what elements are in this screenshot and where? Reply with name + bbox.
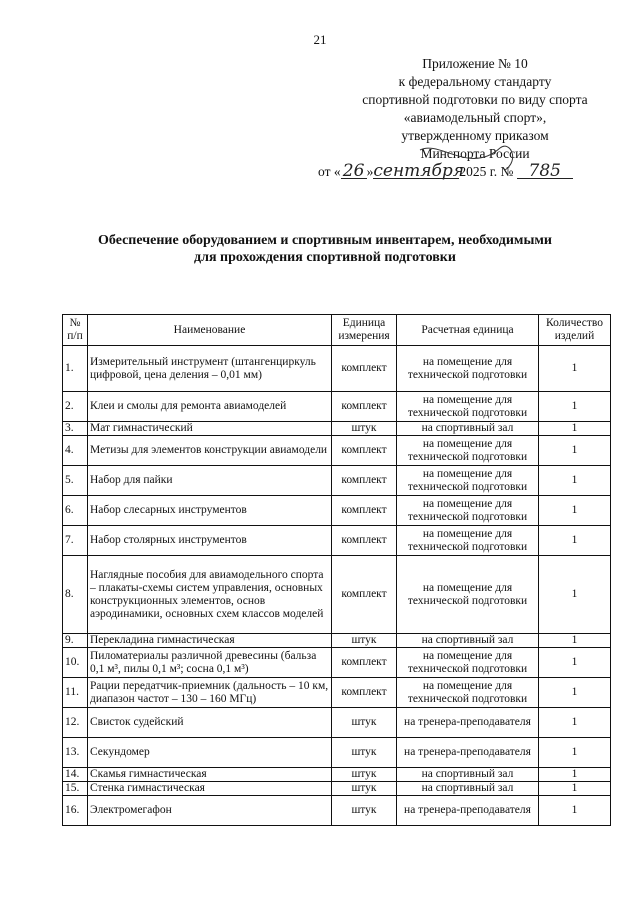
row-qty: 1 [539,738,611,768]
row-calc: на помещение для технической подготовки [397,346,539,392]
row-qty: 1 [539,346,611,392]
row-unit: комплект [332,466,397,496]
appendix-line: к федеральному стандарту [398,74,552,89]
row-calc: на спортивный зал [397,422,539,436]
appendix-line: «авиамодельный спорт», [403,110,547,125]
table-row [63,346,611,392]
row-num: 3. [63,422,88,436]
row-calc: на помещение для технической подготовки [397,556,539,634]
row-calc: на помещение для технической подготовки [397,678,539,708]
row-num: 16. [63,796,88,826]
row-unit: штук [332,782,397,796]
row-qty: 1 [539,796,611,826]
row-name: Метизы для элементов конструкции авиамодели [88,436,332,466]
row-unit: комплект [332,648,397,678]
table-row [63,526,611,556]
row-name: Рации передатчик-приемник (дальность – 10 км, диапазон частот – 130 – 160 МГц) [88,678,332,708]
table-row [63,782,611,796]
row-num: 9. [63,634,88,648]
appendix-line: Минспорта России [420,146,530,161]
row-name: Наглядные пособия для авиамодельного спорта – плакаты-схемы систем управления, основных конструкционных элементов, основ аэродинамики, основных схем классов моделей [88,556,332,634]
row-name: Секундомер [88,738,332,768]
row-qty: 1 [539,708,611,738]
title-line: для прохождения спортивной подготовки [194,250,456,265]
row-name: Набор слесарных инструментов [88,496,332,526]
table-row [63,796,611,826]
row-calc: на помещение для технической подготовки [397,466,539,496]
row-num: 11. [63,678,88,708]
page-title [40,232,610,266]
equipment-table [62,314,611,826]
appendix-line: спортивной подготовки по виду спорта [362,92,588,107]
row-name: Скамья гимнастическая [88,768,332,782]
row-name: Мат гимнастический [88,422,332,436]
row-num: 15. [63,782,88,796]
table-row [63,392,611,422]
appendix-line: утвержденному приказом [401,128,549,143]
title-line: Обеспечение оборудованием и спортивным инвентарем, необходимыми [98,233,552,248]
table-row [63,422,611,436]
table-row [63,634,611,648]
row-num: 6. [63,496,88,526]
row-unit: штук [332,796,397,826]
row-name: Набор для пайки [88,466,332,496]
row-calc: на тренера-преподавателя [397,708,539,738]
appendix-line: Приложение № 10 [422,56,528,71]
row-num: 4. [63,436,88,466]
row-unit: штук [332,708,397,738]
appendix-block [330,55,620,163]
row-unit: комплект [332,556,397,634]
handwritten-day: 26 [341,164,367,179]
row-qty: 1 [539,526,611,556]
row-qty: 1 [539,782,611,796]
row-name: Свисток судейский [88,708,332,738]
header-num: № п/п [63,315,88,346]
date-prefix: от « [318,164,341,179]
row-name: Клеи и смолы для ремонта авиамоделей [88,392,332,422]
row-num: 14. [63,768,88,782]
row-calc: на спортивный зал [397,634,539,648]
date-year: 2025 г. № [459,164,514,179]
handwritten-month: сентября [373,161,465,181]
row-qty: 1 [539,422,611,436]
row-calc: на помещение для технической подготовки [397,392,539,422]
table-row [63,678,611,708]
row-qty: 1 [539,768,611,782]
page-number: 21 [313,32,327,47]
table-row [63,708,611,738]
row-qty: 1 [539,466,611,496]
table-row [63,556,611,634]
table-row [63,436,611,466]
row-unit: штук [332,422,397,436]
row-calc: на помещение для технической подготовки [397,526,539,556]
header-name: Наименование [88,315,332,346]
row-num: 12. [63,708,88,738]
row-unit: комплект [332,436,397,466]
row-name: Электромегафон [88,796,332,826]
row-num: 10. [63,648,88,678]
row-qty: 1 [539,556,611,634]
row-qty: 1 [539,634,611,648]
order-date-line [318,161,628,181]
row-unit: комплект [332,678,397,708]
row-calc: на тренера-преподавателя [397,796,539,826]
row-unit: комплект [332,496,397,526]
row-num: 8. [63,556,88,634]
row-name: Измерительный инструмент (штангенциркуль цифровой, цена деления – 0,01 мм) [88,346,332,392]
row-num: 5. [63,466,88,496]
table-row [63,466,611,496]
row-qty: 1 [539,392,611,422]
row-name: Пиломатериалы различной древесины (бальза 0,1 м³, пилы 0,1 м³; сосна 0,1 м³) [88,648,332,678]
header-calc: Расчетная единица [397,315,539,346]
row-unit: штук [332,634,397,648]
header-unit: Единица измерения [332,315,397,346]
row-name: Набор столярных инструментов [88,526,332,556]
table-row [63,738,611,768]
row-num: 2. [63,392,88,422]
date-mid: » [366,164,374,179]
row-unit: комплект [332,526,397,556]
row-qty: 1 [539,678,611,708]
row-calc: на помещение для технической подготовки [397,496,539,526]
table-header-row [63,315,611,346]
row-name: Перекладина гимнастическая [88,634,332,648]
row-calc: на помещение для технической подготовки [397,436,539,466]
handwritten-order-number: 785 [517,164,573,179]
row-calc: на тренера-преподавателя [397,738,539,768]
row-calc: на спортивный зал [397,782,539,796]
row-qty: 1 [539,648,611,678]
row-num: 1. [63,346,88,392]
row-name: Стенка гимнастическая [88,782,332,796]
table-row [63,768,611,782]
table-body [63,346,611,826]
row-unit: штук [332,738,397,768]
row-calc: на помещение для технической подготовки [397,648,539,678]
table-row [63,496,611,526]
table-row [63,648,611,678]
row-num: 7. [63,526,88,556]
header-qty: Количество изделий [539,315,611,346]
row-qty: 1 [539,496,611,526]
row-num: 13. [63,738,88,768]
row-qty: 1 [539,436,611,466]
row-unit: комплект [332,346,397,392]
row-unit: комплект [332,392,397,422]
row-unit: штук [332,768,397,782]
row-calc: на спортивный зал [397,768,539,782]
